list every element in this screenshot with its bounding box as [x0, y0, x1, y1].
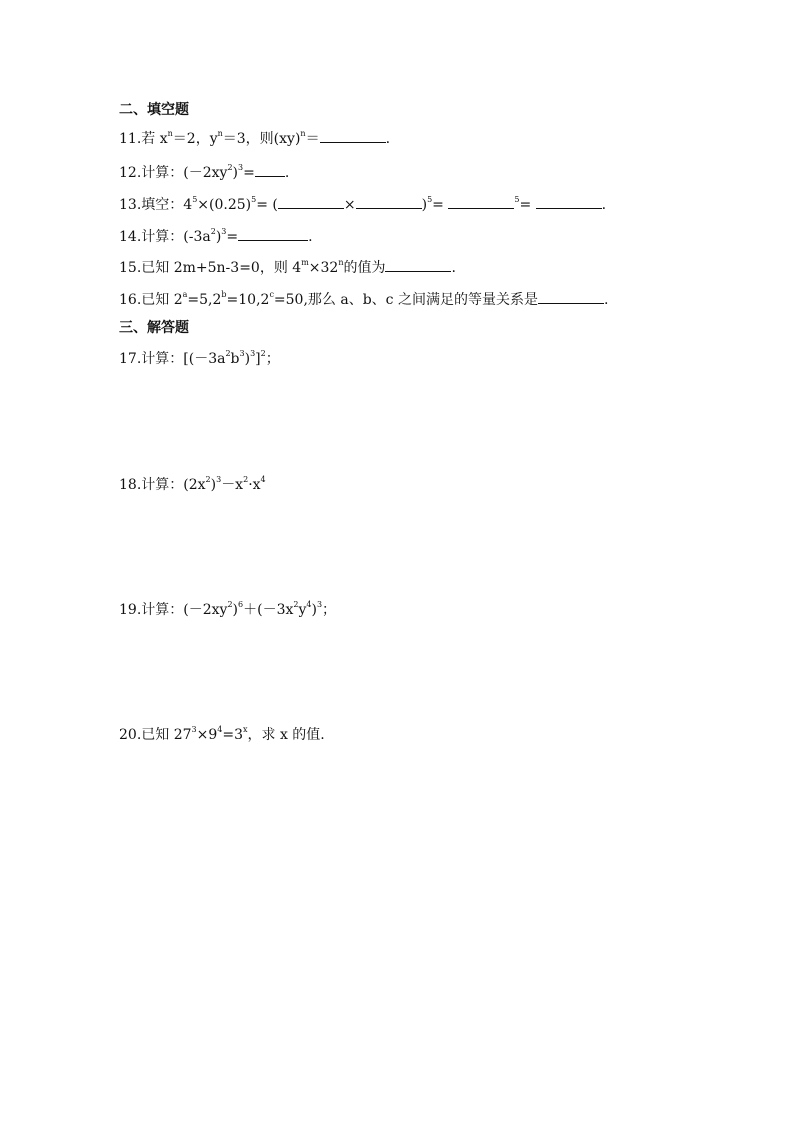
answer-blank[interactable] [255, 162, 285, 177]
question-text: =5,2 [187, 292, 222, 308]
section-heading-fill-blank: 二、填空题 [119, 102, 189, 118]
question-text: 填空：4 [141, 197, 193, 213]
question-text: 若 x [141, 131, 168, 147]
superscript: 3 [216, 475, 222, 485]
superscript: c [269, 290, 274, 300]
answer-blank[interactable] [536, 194, 602, 209]
question-number: 14. [119, 229, 142, 245]
answer-blank[interactable] [238, 226, 308, 241]
question-number: 19. [119, 602, 142, 618]
question-text: = [519, 197, 536, 213]
question-text: 计算：(－2xy [141, 602, 228, 618]
superscript: n [217, 129, 223, 139]
superscript: n [338, 258, 344, 268]
superscript: 5 [514, 195, 520, 205]
superscript: 3 [238, 163, 244, 173]
question-text: . [308, 229, 313, 245]
question-text: . [451, 260, 456, 276]
question-13 [119, 194, 606, 214]
question-text: 计算：(2x [141, 477, 206, 493]
superscript: 3 [316, 600, 323, 610]
superscript: 4 [306, 600, 312, 610]
question-text: ) [210, 477, 217, 493]
superscript: 4 [217, 725, 223, 735]
question-text: 已知 27 [141, 727, 192, 743]
superscript: 2 [260, 349, 266, 359]
superscript: 3 [250, 349, 256, 359]
question-text: y [298, 602, 307, 618]
question-text: ，求 x 的值. [247, 727, 325, 743]
superscript: 2 [243, 475, 249, 485]
answer-blank[interactable] [320, 128, 386, 143]
question-text: . [385, 131, 391, 147]
question-text: ) [232, 165, 239, 181]
superscript: 4 [260, 475, 266, 485]
superscript: 3 [191, 725, 197, 735]
question-text: =3 [222, 727, 243, 743]
superscript: 2 [227, 163, 233, 173]
question-15 [119, 257, 456, 277]
question-text: －x [221, 477, 244, 493]
question-number: 15. [119, 260, 142, 276]
question-text: . [603, 292, 609, 308]
question-text: ×32 [308, 260, 339, 276]
superscript: 5 [192, 195, 198, 205]
superscript: a [182, 290, 188, 300]
answer-blank[interactable] [385, 257, 451, 272]
question-text: ) [421, 197, 428, 213]
question-12 [119, 162, 289, 182]
question-text: ×(0.25) [197, 197, 252, 213]
question-number: 18. [119, 477, 142, 493]
question-text: ＝2，y [172, 131, 218, 147]
superscript: 2 [225, 349, 231, 359]
superscript: n [300, 129, 306, 139]
question-number: 20. [119, 727, 142, 743]
question-text: ； [322, 602, 337, 618]
answer-blank[interactable] [278, 194, 344, 209]
superscript: 6 [238, 600, 244, 610]
question-text: 计算：(－2xy [141, 165, 228, 181]
question-18 [119, 476, 266, 494]
question-17 [119, 350, 280, 368]
question-20 [119, 726, 325, 744]
question-text: ； [265, 351, 280, 367]
question-text: ＝3，则(xy) [222, 131, 301, 147]
question-number: 13. [119, 197, 142, 213]
question-19 [119, 601, 336, 619]
question-text: =50,那么 a、b、c 之间满足的等量关系是 [273, 292, 538, 308]
question-text: = [243, 165, 255, 181]
question-text: ) [215, 229, 222, 245]
question-text: ) [232, 602, 239, 618]
question-11 [119, 128, 390, 148]
question-number: 11. [119, 131, 142, 147]
question-text: 已知 2 [141, 292, 183, 308]
superscript: x [243, 725, 248, 735]
superscript: n [167, 129, 173, 139]
superscript: 3 [239, 349, 245, 359]
superscript: 3 [221, 227, 227, 237]
answer-blank[interactable] [356, 194, 422, 209]
question-16 [119, 289, 608, 309]
question-text: × [343, 197, 356, 213]
question-number: 12. [119, 165, 142, 181]
superscript: 2 [210, 227, 216, 237]
question-number: 16. [119, 292, 142, 308]
question-text: ) [311, 602, 317, 618]
question-text: ·x [248, 477, 261, 493]
superscript: 2 [293, 600, 299, 610]
section-heading-answer: 三、解答题 [119, 320, 189, 336]
question-text: ＝ [305, 131, 320, 147]
superscript: 5 [427, 195, 433, 205]
question-text: ) [244, 351, 251, 367]
answer-blank[interactable] [448, 194, 514, 209]
question-text: = ( [256, 197, 278, 213]
question-number: 17. [119, 351, 142, 367]
superscript: b [221, 290, 227, 300]
question-14 [119, 226, 313, 246]
question-text: b [230, 351, 240, 367]
question-text: . [284, 165, 290, 181]
question-text: = [226, 229, 239, 245]
question-text: 已知 2m+5n-3=0，则 4 [141, 260, 302, 276]
superscript: m [301, 258, 309, 268]
question-text: 的值为 [343, 260, 386, 276]
question-text: ×9 [196, 727, 218, 743]
superscript: 5 [251, 195, 257, 205]
answer-blank[interactable] [538, 289, 604, 304]
superscript: 2 [205, 475, 211, 485]
question-text: =10,2 [226, 292, 270, 308]
question-text: . [601, 197, 607, 213]
question-text: 计算：[(－3a [141, 351, 226, 367]
question-text: 计算：(-3a [141, 229, 211, 245]
superscript: 2 [227, 600, 233, 610]
question-text: ] [255, 351, 261, 367]
question-text: ＋(－3x [243, 602, 294, 618]
question-text: = [432, 197, 449, 213]
